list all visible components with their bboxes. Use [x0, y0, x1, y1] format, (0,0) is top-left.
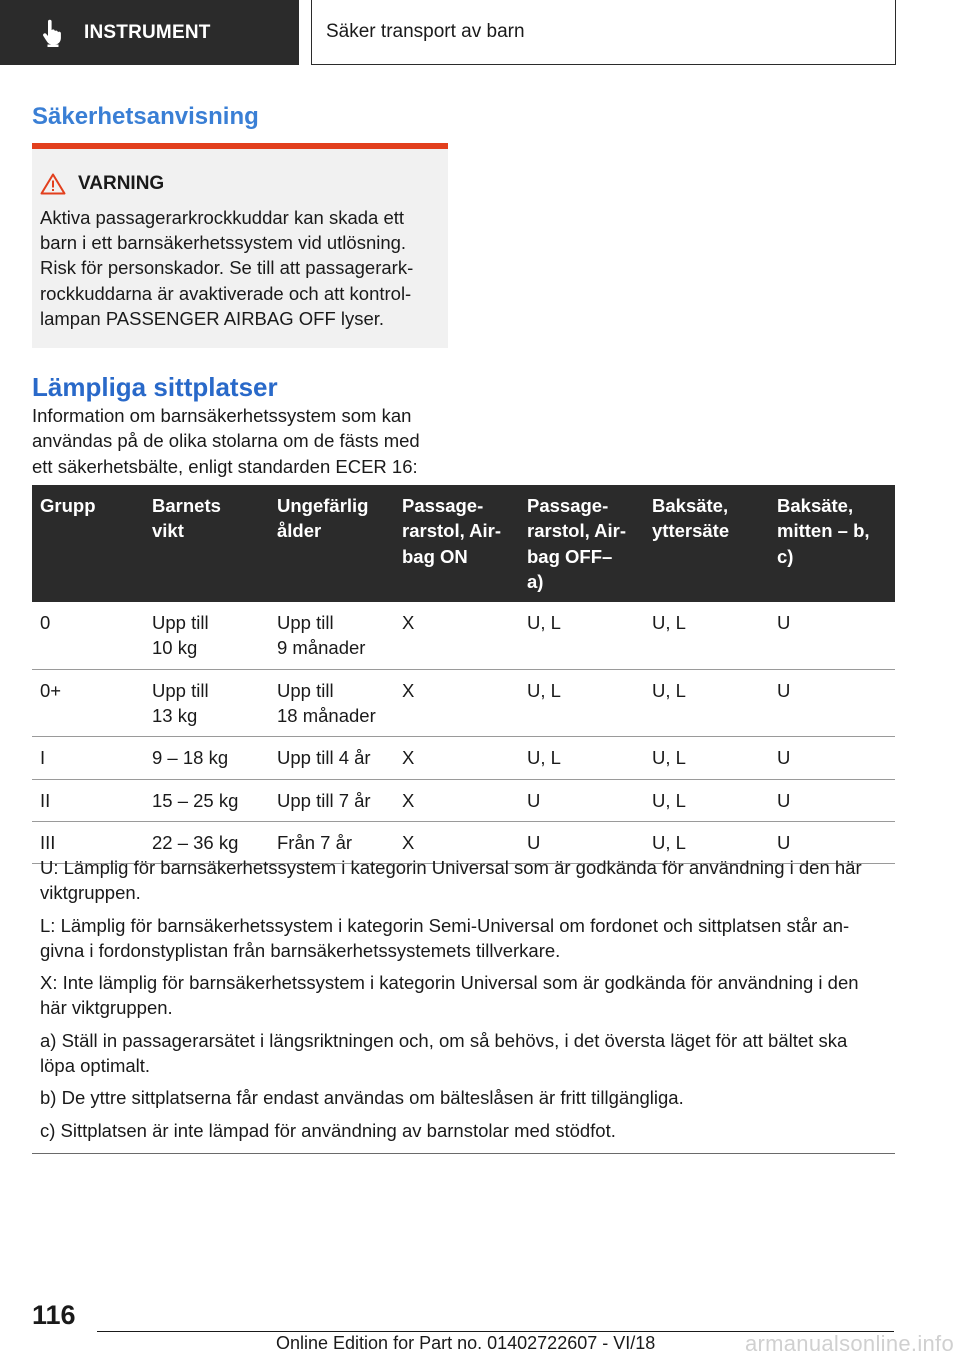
warning-label: VARNING	[78, 173, 165, 194]
intro-line: Information om barnsäkerhetssystem som kan	[32, 405, 412, 426]
table-cell: 22 – 36 kg	[144, 821, 269, 863]
note-x: X: Inte lämplig för barnsäkerhetssystem i kategorin Universal som är godkända för användning i den här viktgruppen.	[40, 972, 859, 1019]
table-cell: U, L	[644, 779, 769, 821]
table-cell: Upp till 7 år	[269, 779, 394, 821]
table-row	[32, 779, 895, 821]
warning-line: lampan PASSENGER AIRBAG OFF lyser.	[40, 307, 385, 329]
table-cell: X	[394, 779, 519, 821]
table-cell: 15 – 25 kg	[144, 779, 269, 821]
warning-triangle-icon	[40, 173, 66, 195]
table-cell: U, L	[644, 602, 769, 669]
warning-line: rockkuddarna är avaktiverade och att kontrol-	[40, 282, 412, 304]
note-a: a) Ställ in passagerarsätet i längsriktningen och, om så behövs, i det översta läget för att bältet ska löpa optimalt.	[40, 1029, 848, 1077]
table-cell: U	[769, 602, 895, 669]
safety-heading: Säkerhetsanvisning	[32, 103, 259, 130]
seating-table	[32, 485, 895, 864]
header-passenger-airbag-on: Passage- rarstol, Air- bag ON	[394, 485, 519, 602]
pointing-hand-icon	[38, 19, 66, 47]
page-number: 116	[32, 1300, 76, 1330]
table-cell: U, L	[644, 737, 769, 779]
intro-line: ett säkerhetsbälte, enligt standarden ECER 16:	[32, 455, 418, 477]
section-label: INSTRUMENT	[84, 21, 211, 43]
table-cell: U	[769, 669, 895, 737]
table-cell: Upp till 13 kg	[144, 669, 269, 737]
table-cell: U	[769, 737, 895, 779]
table-row	[32, 602, 895, 669]
table-cell: U, L	[644, 669, 769, 737]
table-cell: 0+	[32, 669, 144, 737]
table-cell: U	[769, 821, 895, 863]
table-cell: III	[32, 821, 144, 863]
warning-line: Aktiva passagerarkrockkuddar kan skada ett	[40, 207, 405, 228]
warning-header	[40, 171, 440, 197]
warning-text	[40, 205, 440, 331]
table-cell: I	[32, 737, 144, 779]
table-cell: U	[519, 779, 644, 821]
header-child-weight: Barnets vikt	[144, 485, 269, 602]
table-notes	[32, 855, 895, 1154]
warning-line: Risk för personskador. Se till att passagerark-	[40, 257, 414, 279]
page-subject: Säker transport av barn	[311, 0, 896, 65]
header-passenger-airbag-off: Passage- rarstol, Air- bag OFF– a)	[519, 485, 644, 602]
table-row	[32, 737, 895, 779]
table-cell: U	[769, 779, 895, 821]
section-tab	[0, 0, 299, 65]
table-cell: U, L	[519, 737, 644, 779]
header-group: Grupp	[32, 485, 144, 602]
note-b: b) De yttre sittplatserna får endast användas om bälteslåsen är fritt tillgängliga.	[40, 1087, 684, 1109]
seats-heading: Lämpliga sittplatser	[32, 372, 278, 402]
table-row	[32, 669, 895, 737]
table-cell: Upp till 10 kg	[144, 602, 269, 669]
watermark: armanualsonline.info	[744, 1331, 954, 1356]
table-header-row	[32, 485, 895, 602]
header-approx-age: Ungefärlig ålder	[269, 485, 394, 602]
table-cell: Upp till 18 månader	[269, 669, 394, 737]
table-cell: X	[394, 737, 519, 779]
note-c: c) Sittplatsen är inte lämpad för användning av barnstolar med stödfot.	[40, 1119, 616, 1141]
table-cell: 0	[32, 602, 144, 669]
table-cell: Från 7 år	[269, 821, 394, 863]
table-cell: Upp till 4 år	[269, 737, 394, 779]
table-cell: U	[519, 821, 644, 863]
header-rear-middle: Baksäte, mitten – b, c)	[769, 485, 895, 602]
table-cell: U, L	[519, 669, 644, 737]
table-cell: 9 – 18 kg	[144, 737, 269, 779]
warning-line: barn i ett barnsäkerhetssystem vid utlösning.	[40, 232, 407, 254]
table-cell: X	[394, 602, 519, 669]
table-cell: X	[394, 821, 519, 863]
note-u: U: Lämplig för barnsäkerhetssystem i kategorin Universal som är godkända för användning i den här viktgruppen.	[40, 857, 862, 904]
edition-text: Online Edition for Part no. 01402722607 - VI/18	[276, 1333, 656, 1353]
table-cell: X	[394, 669, 519, 737]
table-cell: U, L	[644, 821, 769, 863]
intro-line: användas på de olika stolarna om de fästs med	[32, 430, 420, 452]
table-cell: II	[32, 779, 144, 821]
seats-intro	[32, 403, 442, 479]
table-cell: U, L	[519, 602, 644, 669]
table-cell: Upp till 9 månader	[269, 602, 394, 669]
header-rear-outer: Baksäte, yttersäte	[644, 485, 769, 602]
warning-box	[32, 143, 448, 348]
note-l: L: Lämplig för barnsäkerhetssystem i kategorin Semi-Universal om fordonet och sittplatsen står an- givna i fordonstyplistan från barnsäkerhetssystemets tillverkare.	[40, 914, 850, 961]
